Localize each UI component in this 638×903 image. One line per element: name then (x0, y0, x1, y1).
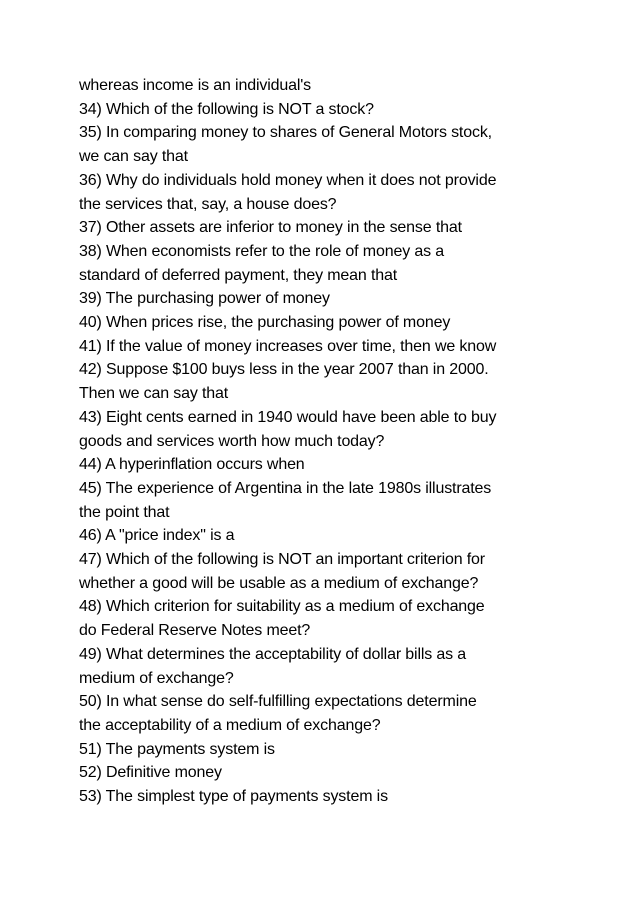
question-37: 37) Other assets are inferior to money in the sense that (79, 219, 462, 237)
question-52: 52) Definitive money (79, 764, 222, 782)
question-50: 50) In what sense do self-fulfilling expectations determine (79, 693, 477, 711)
text-line: the acceptability of a medium of exchange? (79, 716, 381, 734)
question-49: 49) What determines the acceptability of dollar bills as a (79, 645, 467, 663)
question-44: 44) A hyperinflation occurs when (79, 456, 305, 474)
question-43: 43) Eight cents earned in 1940 would have been able to buy (79, 408, 497, 426)
question-42: 42) Suppose $100 buys less in the year 2007 than in 2000. (79, 361, 489, 379)
question-45: 45) The experience of Argentina in the late 1980s illustrates (79, 479, 492, 497)
question-38: 38) When economists refer to the role of money as a (79, 242, 444, 260)
text-line: whether a good will be usable as a medium of exchange? (79, 574, 479, 592)
question-39: 39) The purchasing power of money (79, 290, 330, 308)
question-53: 53) The simplest type of payments system is (79, 788, 388, 806)
text-line: whereas income is an individual's (79, 77, 312, 94)
question-51: 51) The payments system is (79, 740, 275, 758)
question-36: 36) Why do individuals hold money when it does not provide (79, 171, 497, 189)
document-text (79, 74, 579, 809)
text-line: we can say that (79, 148, 188, 166)
text-line: do Federal Reserve Notes meet? (79, 622, 311, 640)
question-47: 47) Which of the following is NOT an important criterion for (79, 551, 485, 569)
question-46: 46) A "price index" is a (79, 527, 235, 545)
text-line: Then we can say that (79, 385, 229, 403)
text-line: standard of deferred payment, they mean that (79, 266, 398, 284)
question-35: 35) In comparing money to shares of General Motors stock, (79, 124, 492, 142)
text-line: the services that, say, a house does? (79, 195, 337, 213)
question-34: 34) Which of the following is NOT a stock? (79, 100, 374, 118)
text-line: goods and services worth how much today? (79, 432, 385, 450)
question-48: 48) Which criterion for suitability as a medium of exchange (79, 598, 485, 616)
text-line: the point that (79, 503, 170, 521)
question-40: 40) When prices rise, the purchasing power of money (79, 314, 451, 332)
question-41: 41) If the value of money increases over time, then we know (79, 337, 497, 355)
text-line: medium of exchange? (79, 669, 234, 687)
